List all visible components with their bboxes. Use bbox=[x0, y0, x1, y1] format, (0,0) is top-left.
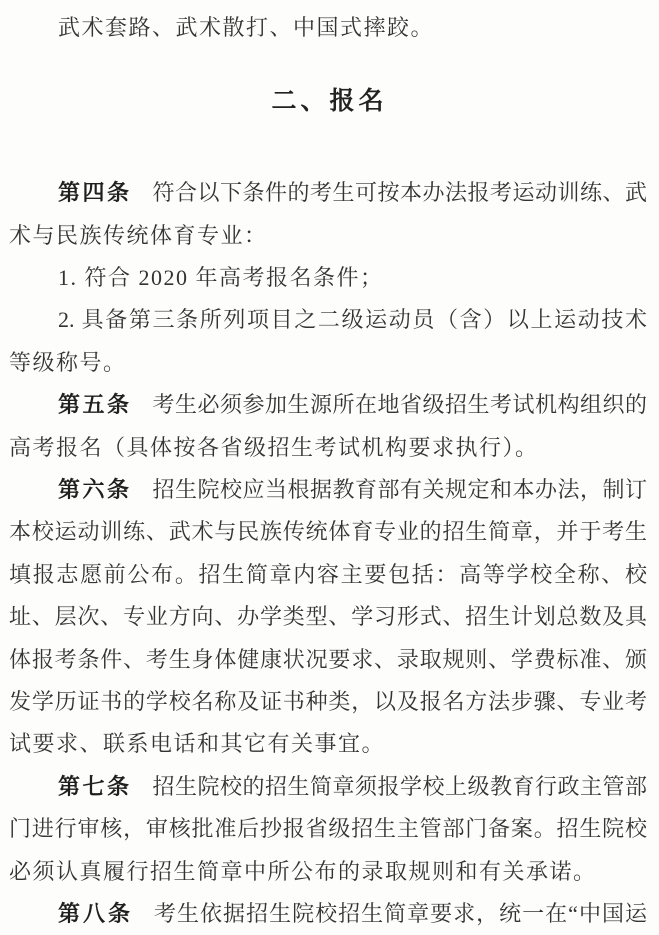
line-text: 试要求、联系电话和其它有关事宜。 bbox=[9, 731, 386, 757]
article-number: 第五条 bbox=[58, 392, 132, 418]
text-line-article-8 bbox=[9, 893, 647, 935]
text-line-article-5 bbox=[9, 384, 647, 426]
intro-line-text: 武术套路、武术散打、中国式摔跤。 bbox=[58, 15, 435, 40]
text-line bbox=[9, 808, 647, 850]
text-line bbox=[9, 342, 647, 384]
line-text: 本校运动训练、武术与民族传统体育专业的招生简章，并于考生 bbox=[9, 519, 647, 545]
line-text: 等级称号。 bbox=[9, 349, 127, 375]
article-number: 第八条 bbox=[58, 900, 134, 926]
line-text: 招生院校的招生简章须报学校上级教育行政主管部 bbox=[152, 773, 647, 799]
line-text: 门进行审核，审核批准后抄报省级招生主管部门备案。招生院校 bbox=[9, 816, 647, 842]
line-text: 招生院校应当根据教育部有关规定和本办法，制订 bbox=[152, 477, 647, 503]
line-text: 必须认真履行招生简章中所公布的录取规则和有关承诺。 bbox=[9, 858, 597, 884]
section-heading-text: 二、报名 bbox=[271, 87, 388, 115]
line-text: 址、层次、专业方向、办学类型、学习形式、招生计划总数及具 bbox=[9, 604, 647, 630]
text-line bbox=[9, 639, 647, 681]
text-line-list-item-1 bbox=[9, 257, 647, 299]
document-body bbox=[9, 172, 647, 935]
line-text: 高考报名（具体按各省级招生考试机构要求执行）。 bbox=[9, 434, 539, 460]
line-text: 符合以下条件的考生可按本办法报考运动训练、武 bbox=[152, 180, 647, 206]
text-line bbox=[9, 215, 647, 257]
line-text: 考生必须参加生源所在地省级招生考试机构组织的 bbox=[152, 392, 647, 418]
section-heading bbox=[0, 80, 659, 122]
text-line bbox=[9, 681, 647, 723]
article-number: 第六条 bbox=[58, 477, 132, 503]
text-line bbox=[9, 596, 647, 638]
line-text: 考生依据招生院校招生简章要求，统一在“中国运 bbox=[154, 900, 647, 926]
text-line bbox=[9, 427, 647, 469]
text-line bbox=[9, 511, 647, 553]
text-line-article-6 bbox=[9, 469, 647, 511]
text-line-list-item-2 bbox=[9, 299, 647, 341]
intro-paragraph-line bbox=[9, 7, 647, 49]
line-text: 体报考条件、考生身体健康状况要求、录取规则、学费标准、颁 bbox=[9, 646, 647, 672]
line-text: 1. 符合 2020 年高考报名条件； bbox=[58, 265, 384, 291]
text-line bbox=[9, 851, 647, 893]
line-text: 术与民族传统体育专业： bbox=[9, 222, 268, 248]
text-line bbox=[9, 554, 647, 596]
line-text: 发学历证书的学校名称及证书种类，以及报名方法步骤、专业考 bbox=[9, 688, 647, 714]
article-number: 第四条 bbox=[58, 180, 132, 206]
line-text: 填报志愿前公布。招生简章内容主要包括：高等学校全称、校 bbox=[9, 561, 647, 587]
text-line bbox=[9, 723, 647, 765]
text-line-article-7 bbox=[9, 766, 647, 808]
text-line-article-4 bbox=[9, 172, 647, 214]
article-number: 第七条 bbox=[58, 773, 132, 799]
line-text: 2. 具备第三条所列项目之二级运动员（含）以上运动技术 bbox=[58, 307, 647, 333]
